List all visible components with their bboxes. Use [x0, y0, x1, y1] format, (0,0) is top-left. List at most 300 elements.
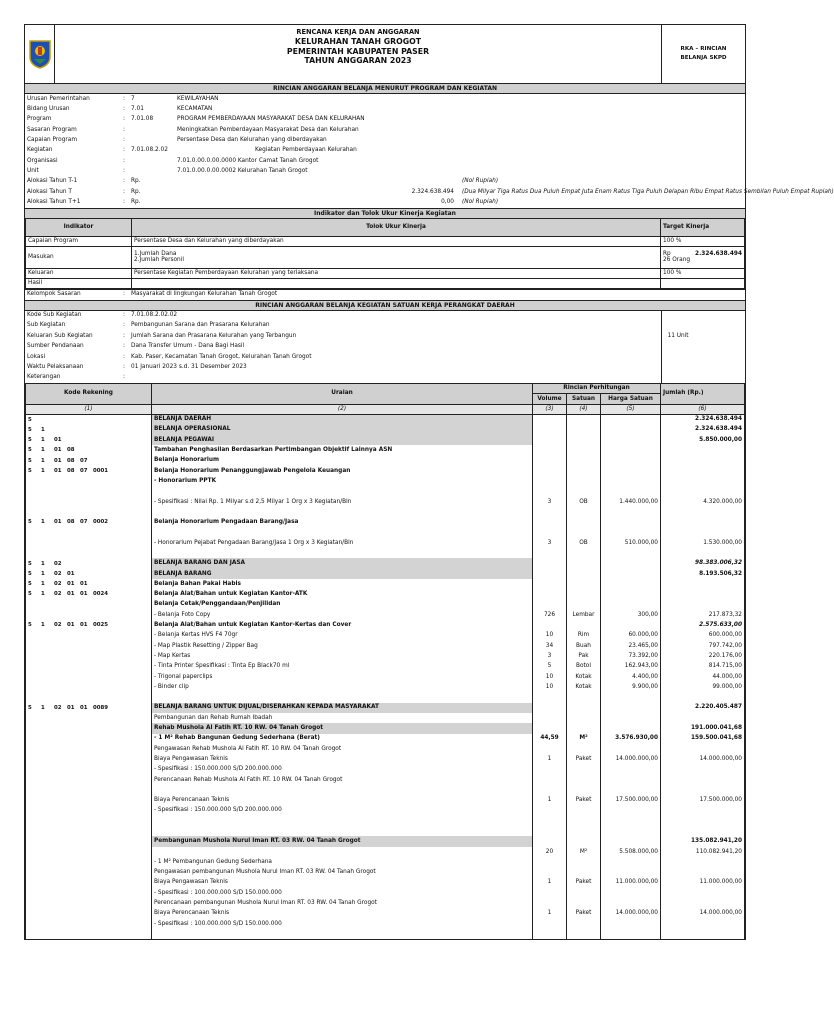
- colon: :: [123, 199, 125, 206]
- kode-rekening-cell: [26, 517, 152, 527]
- satuan-cell: [567, 476, 601, 486]
- volume-cell: [533, 898, 567, 908]
- satuan-cell: [567, 775, 601, 785]
- satuan-cell: [567, 857, 601, 867]
- volume-cell: [533, 806, 567, 816]
- harga-satuan-cell: [601, 898, 661, 908]
- kode-rekening-cell: [26, 847, 152, 857]
- kode-rekening-cell: [26, 651, 152, 661]
- info-label: Alokasi Tahun T+1: [27, 199, 81, 206]
- budget-row: [26, 548, 745, 558]
- budget-row: [26, 785, 745, 795]
- budget-row: [26, 651, 745, 661]
- volume-cell: [533, 600, 567, 610]
- satuan-cell: [567, 507, 601, 517]
- volume-cell: [533, 703, 567, 713]
- kode-rekening-cell: [26, 620, 152, 630]
- uraian-cell: - Honorarium PPTK: [152, 476, 533, 486]
- harga-satuan-cell: [601, 692, 661, 702]
- volume-cell: [533, 857, 567, 867]
- budget-detail-table: [25, 383, 745, 940]
- info-text: Kegiatan Pemberdayaan Kelurahan: [255, 147, 357, 154]
- budget-row: [26, 538, 745, 548]
- kode-rekening-cell: [26, 558, 152, 568]
- harga-satuan-cell: 11.000.000,00: [601, 878, 661, 888]
- harga-satuan-cell: [601, 888, 661, 898]
- jumlah-cell: [661, 867, 745, 877]
- budget-row: [26, 445, 745, 455]
- satuan-cell: [567, 425, 601, 435]
- volume-cell: 20: [533, 847, 567, 857]
- uraian-cell: - Belanja Foto Copy: [152, 610, 533, 620]
- info-row: [25, 125, 745, 135]
- kode-segment: 5: [28, 416, 32, 423]
- uraian-cell: BELANJA BARANG: [152, 569, 533, 579]
- satuan-cell: Paket: [567, 754, 601, 764]
- jumlah-cell: 1.530.000,00: [661, 538, 745, 548]
- budget-row: [26, 579, 745, 589]
- harga-satuan-cell: 5.508.000,00: [601, 847, 661, 857]
- harga-satuan-cell: [601, 929, 661, 939]
- sub-right: [661, 352, 745, 362]
- satuan-cell: [567, 898, 601, 908]
- jumlah-cell: [661, 713, 745, 723]
- uraian-cell: Pengawasan Rehab Mushola Al Fatih RT. 10 RW. 04 Tanah Grogot: [152, 744, 533, 754]
- volume-cell: [533, 425, 567, 435]
- volume-cell: [533, 888, 567, 898]
- jumlah-cell: 17.500.000,00: [661, 795, 745, 805]
- uraian-cell: Biaya Pengawasan Teknis: [152, 754, 533, 764]
- satuan-cell: [567, 486, 601, 496]
- kode-rekening-cell: [26, 641, 152, 651]
- satuan-cell: Kotak: [567, 672, 601, 682]
- harga-satuan-cell: [601, 713, 661, 723]
- volume-cell: [533, 836, 567, 846]
- kode-rekening-cell: [26, 476, 152, 486]
- indicator-label: Keluaran: [26, 268, 132, 278]
- kode-rekening-cell: [26, 867, 152, 877]
- budget-row: [26, 661, 745, 671]
- kode-rekening-cell: [26, 816, 152, 826]
- kode-segment: 02: [54, 560, 62, 567]
- harga-satuan-cell: [601, 785, 661, 795]
- volume-cell: 3: [533, 651, 567, 661]
- budget-row: [26, 476, 745, 486]
- jumlah-cell: [661, 456, 745, 466]
- sub-label: Sub Kegiatan: [27, 322, 66, 329]
- harga-satuan-cell: [601, 836, 661, 846]
- kelompok-text: Masyarakat di lingkungan Kelurahan Tanah Grogot: [131, 291, 278, 298]
- satuan-cell: [567, 579, 601, 589]
- satuan-cell: Paket: [567, 878, 601, 888]
- satuan-cell: Kotak: [567, 682, 601, 692]
- harga-satuan-cell: [601, 867, 661, 877]
- uraian-cell: Biaya Pengawasan Teknis: [152, 878, 533, 888]
- info-text: 7.01.0.00.0.00.0000 Kantor Camat Tanah Grogot: [177, 157, 319, 164]
- info-text: KEWILAYAHAN: [177, 95, 219, 102]
- uraian-cell: - Map Plastik Resetting / Zipper Bag: [152, 641, 533, 651]
- budget-row: [26, 836, 745, 846]
- kode-rekening-cell: [26, 548, 152, 558]
- volume-cell: 1: [533, 878, 567, 888]
- volume-cell: 44,59: [533, 734, 567, 744]
- colon: :: [123, 126, 125, 133]
- kode-segment: 1: [41, 560, 45, 567]
- volume-cell: [533, 466, 567, 476]
- uraian-cell: Belanja Honorarium Penanggungjawab Pengelola Keuangan: [152, 466, 533, 476]
- volume-cell: [533, 558, 567, 568]
- kode-rekening-cell: [26, 682, 152, 692]
- budget-row: [26, 713, 745, 723]
- info-row: [25, 166, 745, 176]
- uraian-cell: - Map Kertas: [152, 651, 533, 661]
- satuan-cell: [567, 517, 601, 527]
- kode-segment: 1: [41, 467, 45, 474]
- indicator-row-keluaran: [26, 268, 745, 278]
- satuan-cell: Botol: [567, 661, 601, 671]
- colon: :: [123, 188, 125, 195]
- indicator-label: Capaian Program: [26, 236, 132, 246]
- satuan-cell: [567, 620, 601, 630]
- kode-segment: 0024: [93, 591, 109, 598]
- sub-kegiatan-row: [25, 352, 745, 362]
- harga-satuan-cell: [601, 919, 661, 929]
- sub-kegiatan-table: [25, 310, 745, 383]
- jumlah-cell: [661, 857, 745, 867]
- kode-segment: 07: [80, 467, 88, 474]
- satuan-cell: [567, 600, 601, 610]
- kode-segment: 01: [67, 622, 75, 629]
- jumlah-cell: [661, 764, 745, 774]
- sub-kegiatan-row: [25, 362, 745, 372]
- sub-kegiatan-row: [25, 331, 745, 341]
- jumlah-cell: [661, 816, 745, 826]
- uraian-cell: Belanja Honorarium Pengadaan Barang/Jasa: [152, 517, 533, 527]
- jumlah-cell: [661, 466, 745, 476]
- uraian-cell: - Trigonal paperclips: [152, 672, 533, 682]
- uraian-cell: BELANJA BARANG UNTUK DIJUAL/DISERAHKAN KEPADA MASYARAKAT: [152, 703, 533, 713]
- kode-rekening-cell: [26, 723, 152, 733]
- info-text: KECAMATAN: [177, 105, 213, 112]
- jumlah-cell: 814.715,00: [661, 661, 745, 671]
- indicator-text: [132, 278, 661, 288]
- rp-label: Rp: [663, 250, 671, 257]
- budget-row: [26, 589, 745, 599]
- kode-segment: 1: [41, 447, 45, 454]
- colon: :: [123, 168, 125, 175]
- harga-satuan-cell: 14.000.000,00: [601, 754, 661, 764]
- satuan-cell: [567, 703, 601, 713]
- indicator-label: Hasil: [26, 278, 132, 288]
- jumlah-cell: 14.000.000,00: [661, 909, 745, 919]
- info-label: Kegiatan: [27, 147, 53, 154]
- kode-rekening-cell: [26, 898, 152, 908]
- kode-segment: 01: [54, 447, 62, 454]
- jumlah-cell: [661, 589, 745, 599]
- info-text: PROGRAM PEMBERDAYAAN MASYARAKAT DESA DAN KELURAHAN: [177, 116, 365, 123]
- uraian-cell: - Spesifikasi : Nilai Rp. 1 Milyar s.d 2,5 Milyar 1 Org x 3 Kegiatan/Bln: [152, 497, 533, 507]
- harga-satuan-cell: [601, 806, 661, 816]
- volume-cell: [533, 919, 567, 929]
- volume-cell: [533, 528, 567, 538]
- jumlah-cell: [661, 517, 745, 527]
- indicator-row-hasil: [26, 278, 745, 288]
- kode-segment: 08: [67, 457, 75, 464]
- satuan-cell: [567, 867, 601, 877]
- rka-label-2: BELANJA SKPD: [680, 55, 727, 61]
- info-label: Capaian Program: [27, 136, 77, 143]
- harga-satuan-cell: [601, 558, 661, 568]
- info-label: Alokasi Tahun T: [27, 188, 72, 195]
- budget-row: [26, 692, 745, 702]
- government-title: PEMERINTAH KABUPATEN PASER: [286, 46, 430, 56]
- harga-satuan-cell: [601, 826, 661, 836]
- jumlah-cell: [661, 476, 745, 486]
- kode-segment: 5: [28, 622, 32, 629]
- kode-segment: 5: [28, 426, 32, 433]
- volume-header: Volume: [533, 394, 567, 404]
- harga-satuan-cell: [601, 723, 661, 733]
- info-code: Rp.: [131, 199, 141, 206]
- budget-row: [26, 672, 745, 682]
- kode-segment: 01: [54, 436, 62, 443]
- jumlah-cell: 5.850.000,00: [661, 435, 745, 445]
- harga-satuan-cell: [601, 486, 661, 496]
- uraian-cell: BELANJA OPERASIONAL: [152, 425, 533, 435]
- uraian-cell: [152, 692, 533, 702]
- section-title-program: RINCIAN ANGGARAN BELANJA MENURUT PROGRAM DAN KEGIATAN: [25, 83, 745, 93]
- info-amount: 2.324.638.494: [411, 188, 454, 195]
- kode-segment: 01: [80, 704, 88, 711]
- sub-right: [661, 321, 745, 331]
- indicator-label: Masukan: [26, 246, 132, 268]
- volume-cell: [533, 589, 567, 599]
- uraian-cell: Biaya Perencanaan Teknis: [152, 795, 533, 805]
- indicator-row-masukan: [26, 246, 745, 268]
- budget-row: [26, 466, 745, 476]
- jumlah-cell: 4.320.000,00: [661, 497, 745, 507]
- uraian-cell: - Binder clip: [152, 682, 533, 692]
- budget-row: [26, 569, 745, 579]
- jumlah-cell: [661, 929, 745, 939]
- harga-satuan-cell: [601, 548, 661, 558]
- jumlah-cell: [661, 507, 745, 517]
- info-code: 7: [131, 95, 135, 102]
- budget-row: [26, 558, 745, 568]
- kelurahan-title: KELURAHAN TANAH GROGOT: [294, 36, 422, 46]
- kode-rekening-cell: [26, 785, 152, 795]
- info-label: Unit: [27, 168, 39, 175]
- satuan-cell: [567, 456, 601, 466]
- kode-segment: 1: [41, 436, 45, 443]
- info-label: Program: [27, 116, 52, 123]
- info-row: [25, 114, 745, 124]
- kode-rekening-cell: [26, 836, 152, 846]
- uraian-cell: Tambahan Penghasilan Berdasarkan Pertimbangan Objektif Lainnya ASN: [152, 445, 533, 455]
- kode-segment: 5: [28, 560, 32, 567]
- kode-segment: 0002: [93, 519, 109, 526]
- colon: :: [123, 116, 125, 123]
- uraian-cell: - Spesifikasi : 100.000.000 S/D 150.000.000: [152, 919, 533, 929]
- kode-rekening-cell: [26, 466, 152, 476]
- kode-segment: 1: [41, 570, 45, 577]
- kode-rekening-cell: [26, 764, 152, 774]
- kode-segment: 5: [28, 519, 32, 526]
- indicator-header-row: [26, 218, 745, 236]
- info-row: [25, 145, 745, 155]
- kode-rekening-header: Kode Rekening: [26, 383, 152, 404]
- uraian-header: Uraian: [152, 383, 533, 404]
- harga-satuan-cell: 9.900,00: [601, 682, 661, 692]
- harga-satuan-cell: 510.000,00: [601, 538, 661, 548]
- volume-cell: 34: [533, 641, 567, 651]
- uraian-cell: [152, 816, 533, 826]
- kode-rekening-cell: [26, 734, 152, 744]
- kelompok-sasaran-table: [25, 289, 745, 300]
- kode-rekening-cell: [26, 775, 152, 785]
- satuan-cell: [567, 764, 601, 774]
- kode-rekening-cell: [26, 538, 152, 548]
- budget-row: [26, 806, 745, 816]
- jumlah-cell: 220.176,00: [661, 651, 745, 661]
- satuan-cell: OB: [567, 497, 601, 507]
- harga-satuan-cell: [601, 528, 661, 538]
- harga-satuan-cell: [601, 466, 661, 476]
- harga-satuan-cell: 300,00: [601, 610, 661, 620]
- satuan-cell: Pak: [567, 651, 601, 661]
- kode-segment: 01: [67, 581, 75, 588]
- volume-cell: [533, 816, 567, 826]
- kode-segment: 1: [41, 519, 45, 526]
- jumlah-cell: 2.324.638.494: [661, 414, 745, 424]
- masukan-line-2: 2.Jumlah Personil: [134, 257, 184, 264]
- kode-rekening-cell: [26, 579, 152, 589]
- info-row: [25, 104, 745, 114]
- budget-row: [26, 528, 745, 538]
- kode-segment: 0025: [93, 622, 109, 629]
- kode-rekening-cell: [26, 713, 152, 723]
- budget-row: [26, 497, 745, 507]
- info-label: Sasaran Program: [27, 126, 77, 133]
- harga-satuan-cell: [601, 435, 661, 445]
- colon: :: [123, 374, 125, 381]
- kode-segment: 02: [54, 622, 62, 629]
- satuan-cell: [567, 826, 601, 836]
- kode-rekening-cell: [26, 589, 152, 599]
- kode-rekening-cell: [26, 425, 152, 435]
- budget-row: [26, 435, 745, 445]
- info-label: Organisasi: [27, 157, 58, 164]
- harga-satuan-header: Harga Satuan: [601, 394, 661, 404]
- regency-emblem-icon: [28, 39, 52, 69]
- kode-segment: 07: [80, 519, 88, 526]
- budget-row: [26, 754, 745, 764]
- indicator-row-capaian: [26, 236, 745, 246]
- satuan-cell: [567, 414, 601, 424]
- uraian-cell: - Spesifikasi : 150.000.000 S/D 200.000.000: [152, 806, 533, 816]
- kode-rekening-cell: [26, 795, 152, 805]
- uraian-cell: - Honorarium Pejabat Pengadaan Barang/Jasa 1 Org x 3 Kegiatan/Bln: [152, 538, 533, 548]
- kode-segment: 01: [80, 581, 88, 588]
- satuan-cell: [567, 713, 601, 723]
- jumlah-cell: [661, 486, 745, 496]
- col-num: (5): [601, 404, 661, 414]
- sub-label: Keluaran Sub Kegiatan: [27, 332, 93, 339]
- colon: :: [123, 353, 125, 360]
- sub-label: Keterangan: [27, 374, 61, 381]
- harga-satuan-cell: 14.000.000,00: [601, 909, 661, 919]
- satuan-cell: [567, 528, 601, 538]
- satuan-cell: OB: [567, 538, 601, 548]
- satuan-cell: [567, 888, 601, 898]
- uraian-cell: [152, 826, 533, 836]
- volume-cell: [533, 744, 567, 754]
- budget-row: [26, 826, 745, 836]
- jumlah-cell: 11.000.000,00: [661, 878, 745, 888]
- budget-row: [26, 929, 745, 939]
- kode-rekening-cell: [26, 528, 152, 538]
- satuan-cell: M²: [567, 847, 601, 857]
- jumlah-cell: [661, 548, 745, 558]
- budget-row: [26, 878, 745, 888]
- harga-satuan-cell: [601, 589, 661, 599]
- volume-cell: 3: [533, 497, 567, 507]
- harga-satuan-cell: 60.000,00: [601, 631, 661, 641]
- uraian-cell: Biaya Perencanaan Teknis: [152, 909, 533, 919]
- info-code: 7.01.08: [131, 116, 154, 123]
- volume-cell: [533, 486, 567, 496]
- budget-row: [26, 456, 745, 466]
- info-row: [25, 135, 745, 145]
- budget-row: [26, 857, 745, 867]
- uraian-cell: [152, 847, 533, 857]
- col-num: (2): [152, 404, 533, 414]
- masukan-personnel: 26 Orang: [663, 257, 691, 264]
- kode-segment: 02: [54, 591, 62, 598]
- harga-satuan-cell: [601, 764, 661, 774]
- indicator-target: [661, 278, 745, 288]
- volume-cell: [533, 445, 567, 455]
- doc-title: RENCANA KERJA DAN ANGGARAN: [296, 28, 420, 36]
- budget-row: [26, 919, 745, 929]
- budget-row: [26, 847, 745, 857]
- colon: :: [123, 105, 125, 112]
- sub-text: Dana Transfer Umum - Dana Bagi Hasil: [129, 341, 661, 351]
- harga-satuan-cell: [601, 414, 661, 424]
- budget-row: [26, 775, 745, 785]
- jumlah-cell: [661, 445, 745, 455]
- info-code: 7.01.08.2.02: [131, 147, 168, 154]
- kode-segment: 5: [28, 581, 32, 588]
- jumlah-cell: 44.000,00: [661, 672, 745, 682]
- sub-label: Kode Sub Kegiatan: [27, 312, 82, 319]
- jumlah-cell: 600.000,00: [661, 631, 745, 641]
- volume-cell: [533, 517, 567, 527]
- budget-row: [26, 703, 745, 713]
- info-row: [25, 156, 745, 166]
- volume-cell: [533, 620, 567, 630]
- colon: :: [123, 312, 125, 319]
- sub-text: Kab. Paser, Kecamatan Tanah Grogot, Kelurahan Tanah Grogot: [129, 352, 661, 362]
- rincian-header: Rincian Perhitungan: [533, 383, 661, 393]
- uraian-cell: Belanja Bahan Pakai Habis: [152, 579, 533, 589]
- document-header: [25, 25, 745, 83]
- info-row: [25, 187, 745, 197]
- jumlah-cell: [661, 692, 745, 702]
- uraian-cell: Belanja Alat/Bahan untuk Kegiatan Kantor-Kertas dan Cover: [152, 620, 533, 630]
- harga-satuan-cell: [601, 445, 661, 455]
- kelompok-label: Kelompok Sasaran: [27, 291, 81, 298]
